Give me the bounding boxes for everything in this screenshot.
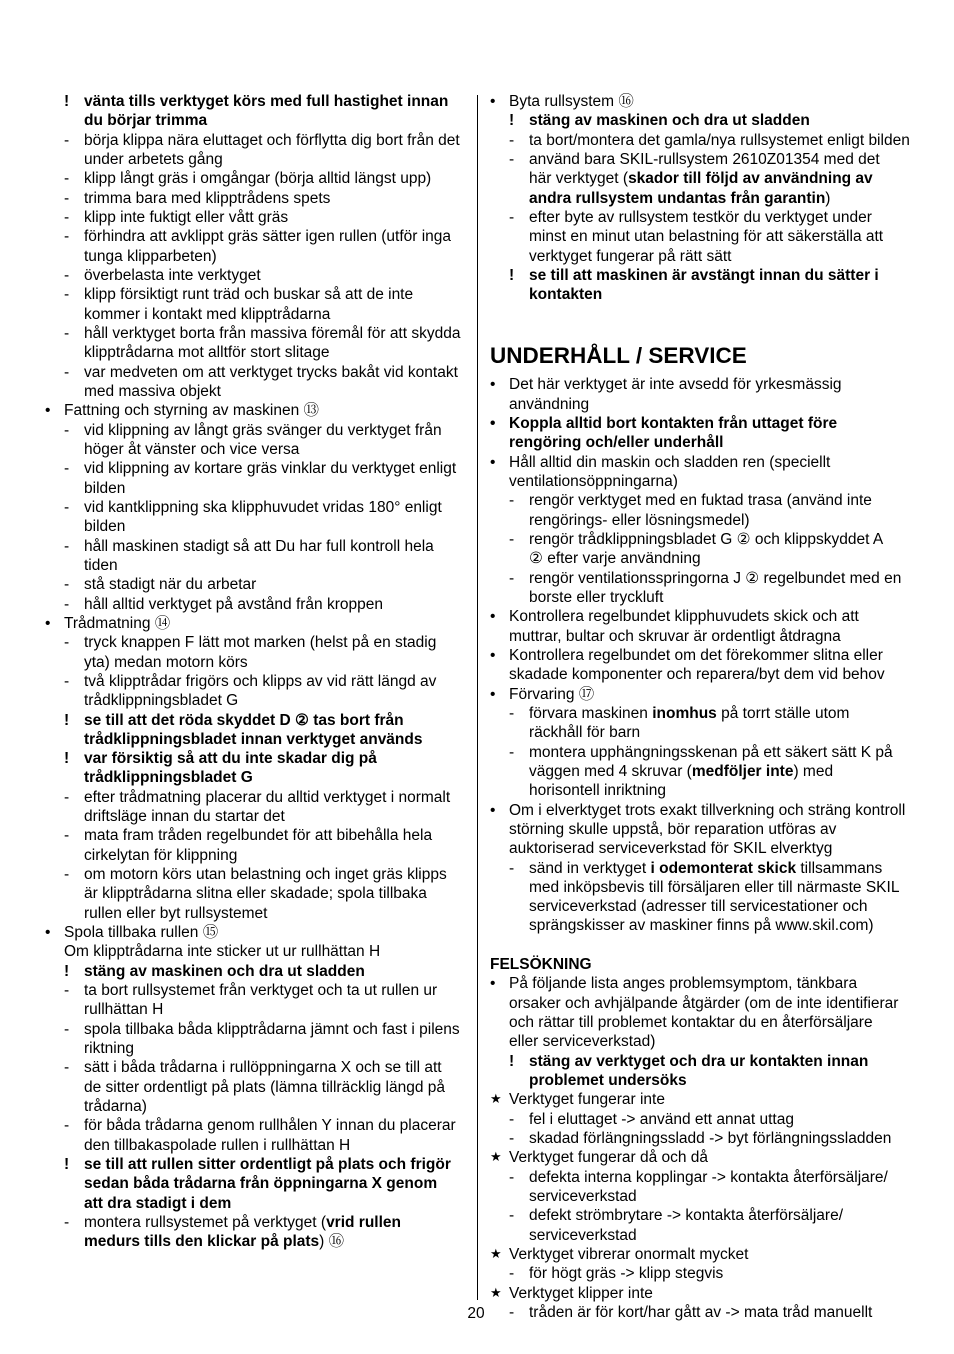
list-item	[45, 1116, 470, 1155]
text-line: vänta tills verktyget körs med full hastighet innan	[84, 93, 449, 110]
text-line: trådklippningsbladet innan verktyget används	[84, 730, 423, 748]
dash-marker: -	[64, 595, 70, 613]
warning-item	[45, 962, 470, 981]
bullet-item	[45, 614, 470, 633]
text-line: skadad förlängningssladd -> byt förlängningssladden	[529, 1130, 892, 1148]
text-segment: tillsammans	[796, 859, 883, 877]
dash-marker: -	[509, 1207, 515, 1225]
list-item	[490, 150, 940, 208]
text-line: minst en minut utan belastning för att säkerställa att	[529, 228, 884, 246]
text-line: den tillbakaspolade rullen i rullhättan H	[84, 1136, 351, 1154]
dash-marker: -	[64, 1117, 70, 1135]
dash-marker: -	[509, 1130, 515, 1148]
text-segment: förvara maskinen	[529, 704, 653, 722]
text-segment: ) ⑯	[319, 1233, 345, 1251]
text-line: defekt strömbrytare -> kontakta återförsäljare/	[529, 1207, 844, 1225]
bold-text: i odemonterat skick	[650, 859, 797, 877]
text-line: att dra stadigt i dem	[84, 1194, 232, 1212]
page-number: 20	[467, 1305, 485, 1322]
bullet-marker: •	[490, 453, 496, 471]
dash-marker: -	[509, 704, 515, 722]
dash-marker: -	[64, 1059, 70, 1077]
dash-marker: -	[509, 1110, 515, 1128]
dash-marker: -	[509, 1304, 515, 1322]
text-line: bilden	[84, 518, 126, 536]
text-line: ventilationsöppningarna)	[509, 472, 678, 490]
bullet-marker: •	[45, 614, 51, 632]
text-line	[529, 704, 940, 723]
text-line: serviceverkstad (adresser till servicestationer och	[529, 898, 868, 916]
bold-text: medföljer inte	[691, 762, 794, 780]
list-item	[490, 569, 940, 608]
dash-marker: -	[64, 208, 70, 226]
text-line: tiden	[84, 556, 118, 574]
text-line: Verktyget fungerar inte	[509, 1091, 665, 1109]
right-column	[490, 92, 940, 1322]
text-line: problemet undersöks	[529, 1072, 687, 1090]
dash-marker: -	[64, 537, 70, 555]
warning-item	[45, 749, 470, 788]
list-item	[45, 227, 470, 266]
text-line: stå stadigt när du arbetar	[84, 576, 257, 594]
text-line: yta) medan motorn körs	[84, 653, 248, 671]
list-item	[45, 498, 470, 537]
dash-marker: -	[509, 1265, 515, 1283]
text-line: trådarna)	[84, 1098, 147, 1116]
text-line: klipp försiktigt runt träd och buskar så att de inte	[84, 286, 414, 304]
warning-item	[45, 711, 470, 750]
symptom-item	[490, 1090, 940, 1109]
text-line: rengör verktyget med en fuktad trasa (använd inte	[529, 492, 872, 510]
text-line: klipptrådarna mot alltför stort slitage	[84, 344, 330, 362]
symptom-item	[490, 1245, 940, 1264]
text-line: med massiva objekt	[84, 382, 221, 400]
text-line: kontakten	[529, 286, 603, 304]
text-line: auktoriserad serviceverkstad för SKIL elverktyg	[509, 840, 833, 858]
bullet-item	[490, 646, 940, 685]
text-line: klipp långt gräs i omgångar (börja alltid längst upp)	[84, 170, 432, 188]
text-line: cirkelytan för klippning	[84, 846, 238, 864]
text-line: trådklippningsbladet G	[84, 692, 239, 710]
dash-marker: -	[64, 982, 70, 1000]
list-item	[45, 363, 470, 402]
column-divider	[477, 95, 478, 1300]
bullet-marker: •	[45, 402, 51, 420]
text-line: tryck knappen F lätt mot marken (helst på en stadig	[84, 634, 437, 652]
text-line: trimma bara med klipptrådens spets	[84, 189, 331, 207]
list-item	[490, 743, 940, 801]
text-segment: här verktyget (	[529, 170, 629, 188]
list-item	[45, 169, 470, 188]
text-line: med inköpsbevis till försäljaren eller till närmaste SKIL	[529, 878, 900, 896]
list-item	[45, 595, 470, 614]
text-segment: ) med	[793, 762, 834, 780]
text-line: sätt i båda trådarna i rullöppningarna X och se till att	[84, 1059, 442, 1077]
text-line: vid kantklippning ska klipphuvudet vridas 180° enligt	[84, 498, 442, 516]
text-line: stäng av maskinen och dra ut sladden	[84, 962, 365, 980]
list-item	[45, 826, 470, 865]
text-line: orsaker och avhjälpande åtgärder (om de inte identifierar	[509, 994, 899, 1012]
list-item	[490, 1303, 940, 1322]
text-line: förhindra att avklippt gräs sätter igen rullen (utför inga	[84, 228, 452, 246]
text-line: Trådmatning ⑭	[64, 614, 171, 632]
list-item	[45, 266, 470, 285]
text-line: användning	[509, 395, 590, 413]
bold-text: medurs tills den klickar på plats	[84, 1233, 320, 1251]
text-line: störning skulle uppstå, bör reparation utföras av	[509, 820, 837, 838]
dash-marker: -	[64, 363, 70, 381]
text-segment: på torrt ställe utom	[716, 704, 850, 722]
text-line: sprängskisser av maskiner finns på www.skil.com)	[529, 917, 874, 935]
bullet-item	[490, 414, 940, 453]
dash-marker: -	[64, 634, 70, 652]
text-line: Byta rullsystem ⑯	[509, 93, 634, 110]
subsection-heading: FELSÖKNING	[490, 956, 592, 974]
text-line: serviceverkstad	[529, 1188, 637, 1206]
star-marker: ★	[490, 1092, 502, 1108]
text-line: trådklippningsbladet G	[84, 769, 253, 787]
text-line: mata fram tråden regelbundet för att bibehålla hela	[84, 827, 433, 845]
text-line: efter byte av rullsystem testkör du verktyget under	[529, 208, 872, 226]
text-line: vid klippning av långt gräs svänger du verktyget från	[84, 421, 442, 439]
text-line: rengör ventilationsspringorna J ② regelbundet med en	[529, 569, 902, 587]
text-line: rengörings- eller lösningsmedel)	[529, 511, 750, 529]
dash-marker: -	[509, 131, 515, 149]
text-line: borste eller tryckluft	[529, 588, 664, 606]
bold-text: andra rullsystem undantas från garantin	[529, 189, 826, 207]
list-item	[45, 208, 470, 227]
star-marker: ★	[490, 1150, 502, 1166]
dash-marker: -	[64, 1214, 70, 1232]
text-line: rullhättan H	[84, 1001, 164, 1019]
list-item	[45, 324, 470, 363]
list-item	[490, 1168, 940, 1207]
text-line: skadade komponenter och reparera/byt dem vid behov	[509, 666, 885, 684]
text-line: höger åt vänster och vice versa	[84, 440, 300, 458]
bullet-marker: •	[490, 646, 496, 664]
text-line: Verktyget vibrerar onormalt mycket	[509, 1246, 749, 1264]
bold-text: vrid rullen	[326, 1214, 401, 1232]
warning-marker: !	[509, 266, 515, 284]
warning-item	[45, 92, 470, 131]
list-item	[45, 575, 470, 594]
bullet-marker: •	[490, 608, 496, 626]
text-line: och rättar till problemet kontaktar du en återförsäljare	[509, 1014, 873, 1032]
text-line: för båda trådarna genom rullhålen Y innan du placerar	[84, 1117, 456, 1135]
left-column	[45, 92, 470, 1252]
text-line: vid klippning av kortare gräs vinklar du verktyget enligt	[84, 460, 457, 478]
list-item	[45, 633, 470, 672]
text-line: använd bara SKIL-rullsystem 2610Z01354 med det	[529, 150, 880, 168]
text-line: riktning	[84, 1040, 134, 1058]
symptom-item	[490, 1148, 940, 1167]
text-line: var försiktig så att du inte skadar dig på	[84, 750, 377, 768]
dash-marker: -	[64, 421, 70, 439]
list-item	[45, 1058, 470, 1116]
list-item	[490, 1206, 940, 1245]
text-line	[529, 169, 940, 188]
text-line: serviceverkstad	[529, 1226, 637, 1244]
text-line: Fattning och styrning av maskinen ⑬	[64, 402, 320, 420]
dash-marker: -	[64, 228, 70, 246]
dash-marker: -	[64, 1020, 70, 1038]
text-line: tråden är för kort/har gått av -> mata tråd manuellt	[529, 1304, 873, 1322]
list-item	[45, 981, 470, 1020]
list-item	[490, 491, 940, 530]
dash-marker: -	[64, 324, 70, 342]
text-line: rullen eller byt rullsystemet	[84, 904, 268, 922]
text-line: ta bort rullsystemet från verktyget och ta ut rullen ur	[84, 982, 438, 1000]
text-line: driftsläge innan du startar det	[84, 808, 285, 826]
text-line: för högt gräs -> klipp stegvis	[529, 1265, 724, 1283]
warning-item	[490, 1052, 940, 1091]
warning-marker: !	[64, 750, 70, 768]
dash-marker: -	[509, 569, 515, 587]
text-line: Kontrollera regelbundet om det förekommer slitna eller	[509, 646, 883, 664]
bullet-item	[490, 375, 940, 414]
text-segment: )	[825, 189, 831, 207]
list-item	[490, 208, 940, 266]
warning-marker: !	[64, 1156, 70, 1174]
text-line: ② efter varje användning	[529, 550, 701, 568]
bullet-item	[45, 923, 470, 962]
text-line	[529, 859, 940, 878]
text-line: var medveten om att verktyget trycks bakåt vid kontakt	[84, 363, 458, 381]
list-item	[45, 788, 470, 827]
text-segment: sänd in verktyget	[529, 859, 651, 877]
text-line: Verktyget fungerar då och då	[509, 1149, 709, 1167]
text-line: Spola tillbaka rullen ⑮	[64, 924, 219, 942]
text-line: se till att det röda skyddet D ② tas bort från	[84, 711, 404, 729]
dash-marker: -	[64, 827, 70, 845]
bullet-marker: •	[490, 975, 496, 993]
list-item	[45, 285, 470, 324]
warning-item	[490, 111, 940, 130]
text-line: Det här verktyget är inte avsedd för yrkesmässig	[509, 376, 842, 394]
list-item	[490, 1129, 940, 1148]
dash-marker: -	[64, 866, 70, 884]
bullet-marker: •	[490, 93, 496, 110]
list-item	[45, 421, 470, 460]
bullet-marker: •	[490, 685, 496, 703]
warning-item	[490, 266, 940, 305]
text-line: börja klippa nära eluttaget och förflytta dig bort från det	[84, 131, 460, 149]
text-line: du börjar trimma	[84, 112, 208, 130]
dash-marker: -	[509, 208, 515, 226]
text-line	[84, 1213, 470, 1232]
dash-marker: -	[64, 576, 70, 594]
star-marker: ★	[490, 1247, 502, 1263]
dash-marker: -	[64, 498, 70, 516]
text-line	[529, 189, 940, 208]
text-line: är klipptrådarna slitna eller skadade; spola tillbaka	[84, 885, 427, 903]
bullet-marker: •	[490, 414, 496, 432]
text-line: Koppla alltid bort kontakten från uttaget före	[509, 414, 838, 432]
text-line: defekta interna kopplingar -> kontakta återförsäljare/	[529, 1168, 888, 1186]
text-segment: montera rullsystemet på verktyget (	[84, 1214, 327, 1232]
text-line: Verktyget klipper inte	[509, 1284, 653, 1302]
text-line: spola tillbaka båda klipptrådarna jämnt och fast i pilens	[84, 1020, 460, 1038]
text-line: horisontell inriktning	[529, 782, 666, 800]
text-line: efter trådmatning placerar du alltid verktyget i normalt	[84, 788, 451, 806]
bullet-marker: •	[45, 924, 51, 942]
text-line: räckhåll för barn	[529, 724, 641, 742]
dash-marker: -	[64, 460, 70, 478]
text-line: rengöring och/eller underhåll	[509, 434, 724, 452]
bold-text: inomhus	[652, 704, 717, 722]
text-line: kommer i kontakt med klipptrådarna	[84, 305, 331, 323]
dash-marker: -	[64, 266, 70, 284]
text-line	[529, 762, 940, 781]
text-line: verktyget fungerar på rätt sätt	[529, 247, 732, 265]
list-item	[45, 459, 470, 498]
bold-text: skador till följd av användning av	[628, 170, 873, 188]
text-line: montera upphängningsskenan på ett säkert sätt K på	[529, 743, 893, 761]
bullet-item	[490, 607, 940, 646]
dash-marker: -	[509, 1168, 515, 1186]
dash-marker: -	[509, 530, 515, 548]
warning-marker: !	[64, 93, 70, 110]
text-line: under arbetets gång	[84, 150, 223, 168]
list-item	[490, 530, 940, 569]
text-line: Förvaring ⑰	[509, 685, 595, 703]
text-line: håll alltid verktyget på avstånd från kroppen	[84, 595, 383, 613]
list-item	[45, 131, 470, 170]
dash-marker: -	[64, 170, 70, 188]
warning-marker: !	[64, 711, 70, 729]
dash-marker: -	[509, 492, 515, 510]
dash-marker: -	[64, 286, 70, 304]
list-item	[45, 189, 470, 208]
text-line: tunga klipparbeten)	[84, 247, 217, 265]
bullet-item	[45, 401, 470, 420]
text-segment: väggen med 4 skruvar (	[529, 762, 692, 780]
list-item	[490, 131, 940, 150]
text-line: bilden	[84, 479, 126, 497]
text-line: Kontrollera regelbundet klipphuvudets skick och att	[509, 608, 859, 626]
dash-marker: -	[509, 743, 515, 761]
warning-marker: !	[509, 1052, 515, 1070]
list-item	[490, 704, 940, 743]
dash-marker: -	[64, 189, 70, 207]
text-line: överbelasta inte verktyget	[84, 266, 261, 284]
bullet-marker: •	[490, 801, 496, 819]
warning-marker: !	[509, 112, 515, 130]
bullet-item	[490, 685, 940, 704]
text-line	[84, 1232, 470, 1251]
dash-marker: -	[509, 150, 515, 168]
bullet-item	[490, 974, 940, 1051]
text-line: två klipptrådar frigörs och klipps av vid rätt längd av	[84, 672, 437, 690]
star-marker: ★	[490, 1285, 502, 1301]
dash-marker: -	[64, 131, 70, 149]
text-line: se till att maskinen är avstängt innan du sätter i	[529, 266, 879, 284]
text-line: stäng av maskinen och dra ut sladden	[529, 112, 810, 130]
text-line: klipp inte fuktigt eller vått gräs	[84, 208, 289, 226]
dash-marker: -	[509, 859, 515, 877]
text-line: muttrar, bultar och skruvar är ordentligt åtdragna	[509, 627, 841, 645]
text-line: Om i elverktyget trots exakt tillverkning och sträng kontroll	[509, 801, 906, 819]
text-line: Håll alltid din maskin och sladden ren (speciellt	[509, 453, 831, 471]
list-item	[45, 537, 470, 576]
warning-item	[45, 1155, 470, 1213]
list-item	[490, 1110, 940, 1129]
text-line: rengör trådklippningsbladet G ② och klippskyddet A	[529, 530, 884, 548]
list-item	[45, 1020, 470, 1059]
list-item	[490, 859, 940, 936]
bullet-item	[490, 92, 940, 111]
list-item	[45, 1213, 470, 1252]
list-item	[490, 1264, 940, 1283]
bullet-marker: •	[490, 376, 496, 394]
dash-marker: -	[64, 672, 70, 690]
text-line: fel i eluttaget -> använd ett annat uttag	[529, 1110, 794, 1128]
text-line: håll verktyget borta från massiva föremål för att skydda	[84, 324, 461, 342]
text-line: eller serviceverkstad)	[509, 1033, 656, 1051]
symptom-item	[490, 1284, 940, 1303]
list-item	[45, 672, 470, 711]
bullet-item	[490, 453, 940, 492]
text-line: ta bort/montera det gamla/nya rullsystemet enligt bilden	[529, 131, 910, 149]
dash-marker: -	[64, 788, 70, 806]
text-line: se till att rullen sitter ordentligt på plats och frigör	[84, 1156, 451, 1174]
warning-marker: !	[64, 962, 70, 980]
text-line: håll maskinen stadigt så att Du har full kontroll hela	[84, 537, 434, 555]
text-line: stäng av verktyget och dra ur kontakten innan	[529, 1052, 869, 1070]
text-line: Om klipptrådarna inte sticker ut ur rullhättan H	[64, 943, 381, 961]
list-item	[45, 865, 470, 923]
section-heading: UNDERHÅLL / SERVICE	[490, 343, 747, 369]
text-line: de sitter ordentligt på plats (lämna tillräcklig längd på	[84, 1078, 445, 1096]
bullet-item	[490, 801, 940, 859]
text-line: om motorn körs utan belastning och inget gräs klipps	[84, 866, 447, 884]
text-line: På följande lista anges problemsymptom, tänkbara	[509, 975, 858, 993]
text-line: sedan båda trådarna från öppningarna X genom	[84, 1175, 438, 1193]
